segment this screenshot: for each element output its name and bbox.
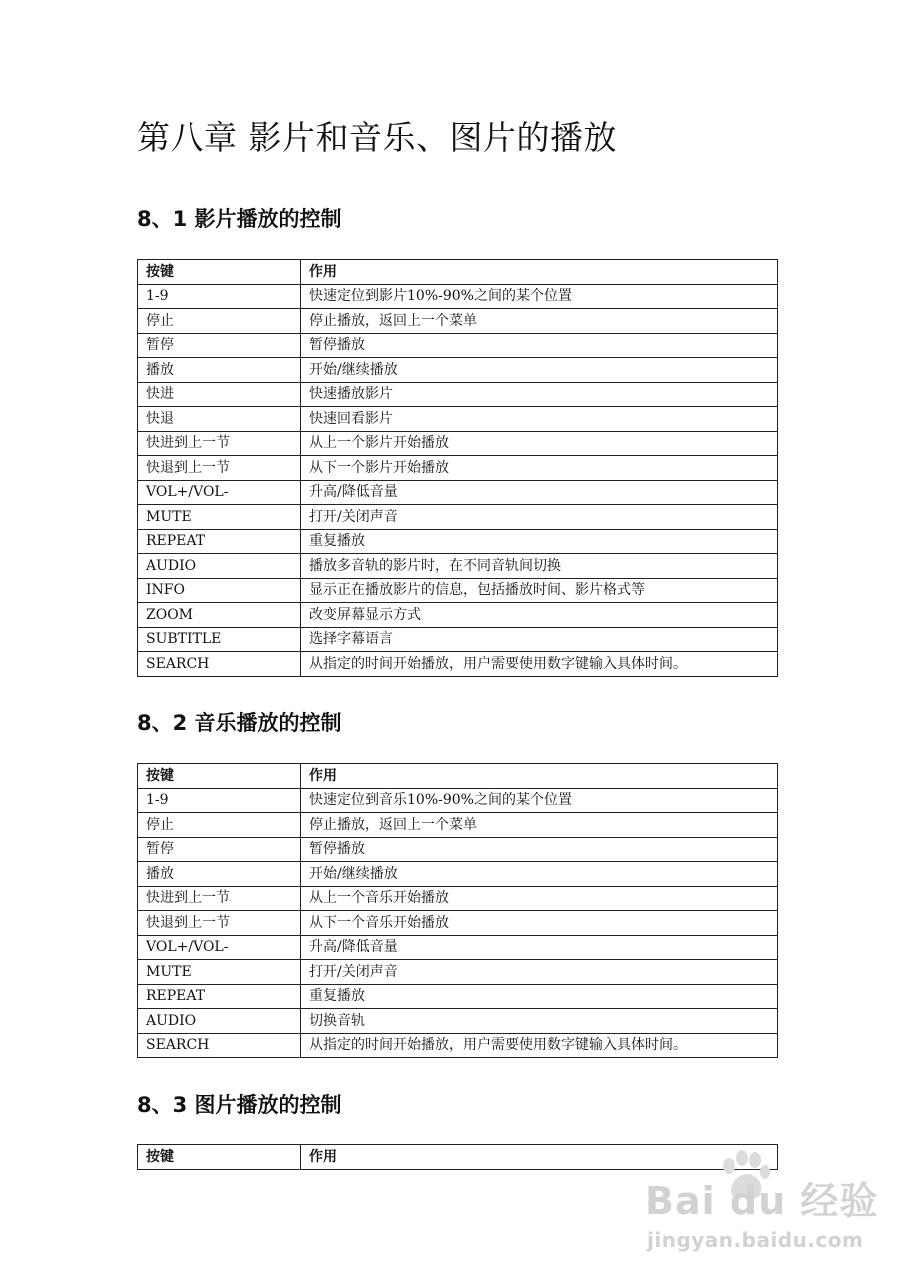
table-row xyxy=(138,309,778,334)
table-header-row xyxy=(138,764,778,789)
function-cell: 从上一个影片开始播放 xyxy=(301,431,778,456)
key-cell: ZOOM xyxy=(138,603,301,628)
table-row xyxy=(138,886,778,911)
table-row xyxy=(138,333,778,358)
function-cell: 从指定的时间开始播放，用户需要使用数字键输入具体时间。 xyxy=(301,1033,778,1058)
table-row xyxy=(138,862,778,887)
key-cell: 快进 xyxy=(138,382,301,407)
function-cell: 从下一个影片开始播放 xyxy=(301,456,778,481)
function-cell: 开始/继续播放 xyxy=(301,862,778,887)
function-cell: 从上一个音乐开始播放 xyxy=(301,886,778,911)
key-cell: VOL+/VOL- xyxy=(138,935,301,960)
function-cell: 打开/关闭声音 xyxy=(301,505,778,530)
key-cell: MUTE xyxy=(138,505,301,530)
function-cell: 切换音轨 xyxy=(301,1009,778,1034)
table-row xyxy=(138,382,778,407)
section-title-movie: 8、1 影片播放的控制 xyxy=(137,207,342,231)
function-cell: 暂停播放 xyxy=(301,333,778,358)
table-row xyxy=(138,554,778,579)
table-row xyxy=(138,935,778,960)
header-function: 作用 xyxy=(301,260,778,285)
key-cell: 快进到上一节 xyxy=(138,431,301,456)
header-function: 作用 xyxy=(301,1145,778,1170)
key-cell: REPEAT xyxy=(138,529,301,554)
key-cell: 暂停 xyxy=(138,333,301,358)
function-cell: 暂停播放 xyxy=(301,837,778,862)
key-cell: 1-9 xyxy=(138,788,301,813)
function-cell: 升高/降低音量 xyxy=(301,935,778,960)
function-cell: 选择字幕语言 xyxy=(301,627,778,652)
key-cell: 播放 xyxy=(138,862,301,887)
section-title-music: 8、2 音乐播放的控制 xyxy=(137,711,342,735)
baidu-jingyan-watermark xyxy=(645,1148,879,1268)
key-cell: 播放 xyxy=(138,358,301,383)
header-function: 作用 xyxy=(301,764,778,789)
key-cell: 快进到上一节 xyxy=(138,886,301,911)
section-title-picture: 8、3 图片播放的控制 xyxy=(137,1093,342,1117)
table-row xyxy=(138,911,778,936)
watermark-logo: Bai du 经验 xyxy=(645,1179,879,1223)
key-cell: VOL+/VOL- xyxy=(138,480,301,505)
table-row xyxy=(138,1009,778,1034)
key-cell: 停止 xyxy=(138,309,301,334)
table-row xyxy=(138,603,778,628)
key-cell: 快退到上一节 xyxy=(138,456,301,481)
function-cell: 停止播放，返回上一个菜单 xyxy=(301,813,778,838)
function-cell: 改变屏幕显示方式 xyxy=(301,603,778,628)
table-row xyxy=(138,627,778,652)
table-row xyxy=(138,578,778,603)
function-cell: 升高/降低音量 xyxy=(301,480,778,505)
function-cell: 从下一个音乐开始播放 xyxy=(301,911,778,936)
function-cell: 停止播放，返回上一个菜单 xyxy=(301,309,778,334)
function-cell: 快速定位到音乐10%-90%之间的某个位置 xyxy=(301,788,778,813)
watermark-url: jingyan.baidu.com xyxy=(647,1228,864,1252)
key-cell: SUBTITLE xyxy=(138,627,301,652)
header-key: 按键 xyxy=(138,1145,301,1170)
function-cell: 开始/继续播放 xyxy=(301,358,778,383)
key-cell: SEARCH xyxy=(138,652,301,677)
table-row xyxy=(138,456,778,481)
table-row xyxy=(138,1033,778,1058)
function-cell: 重复播放 xyxy=(301,984,778,1009)
function-cell: 从指定的时间开始播放，用户需要使用数字键输入具体时间。 xyxy=(301,652,778,677)
movie-control-table xyxy=(137,259,778,677)
function-cell: 播放多音轨的影片时，在不同音轨间切换 xyxy=(301,554,778,579)
table-row xyxy=(138,960,778,985)
table-row xyxy=(138,837,778,862)
key-cell: AUDIO xyxy=(138,1009,301,1034)
header-key: 按键 xyxy=(138,764,301,789)
music-control-table xyxy=(137,763,778,1058)
function-cell: 显示正在播放影片的信息，包括播放时间、影片格式等 xyxy=(301,578,778,603)
function-cell: 快速播放影片 xyxy=(301,382,778,407)
key-cell: 暂停 xyxy=(138,837,301,862)
key-cell: MUTE xyxy=(138,960,301,985)
table-row xyxy=(138,788,778,813)
table-header-row xyxy=(138,260,778,285)
header-key: 按键 xyxy=(138,260,301,285)
table-row xyxy=(138,505,778,530)
chapter-title: 第八章 影片和音乐、图片的播放 xyxy=(137,118,617,157)
table-row xyxy=(138,813,778,838)
table-row xyxy=(138,984,778,1009)
table-row xyxy=(138,431,778,456)
table-row xyxy=(138,407,778,432)
key-cell: AUDIO xyxy=(138,554,301,579)
key-cell: 停止 xyxy=(138,813,301,838)
table-row xyxy=(138,529,778,554)
table-row xyxy=(138,652,778,677)
function-cell: 快速定位到影片10%-90%之间的某个位置 xyxy=(301,284,778,309)
key-cell: 快退 xyxy=(138,407,301,432)
key-cell: 1-9 xyxy=(138,284,301,309)
function-cell: 快速回看影片 xyxy=(301,407,778,432)
key-cell: REPEAT xyxy=(138,984,301,1009)
function-cell: 打开/关闭声音 xyxy=(301,960,778,985)
table-row xyxy=(138,480,778,505)
table-row xyxy=(138,358,778,383)
function-cell: 重复播放 xyxy=(301,529,778,554)
key-cell: SEARCH xyxy=(138,1033,301,1058)
table-row xyxy=(138,284,778,309)
key-cell: INFO xyxy=(138,578,301,603)
key-cell: 快退到上一节 xyxy=(138,911,301,936)
